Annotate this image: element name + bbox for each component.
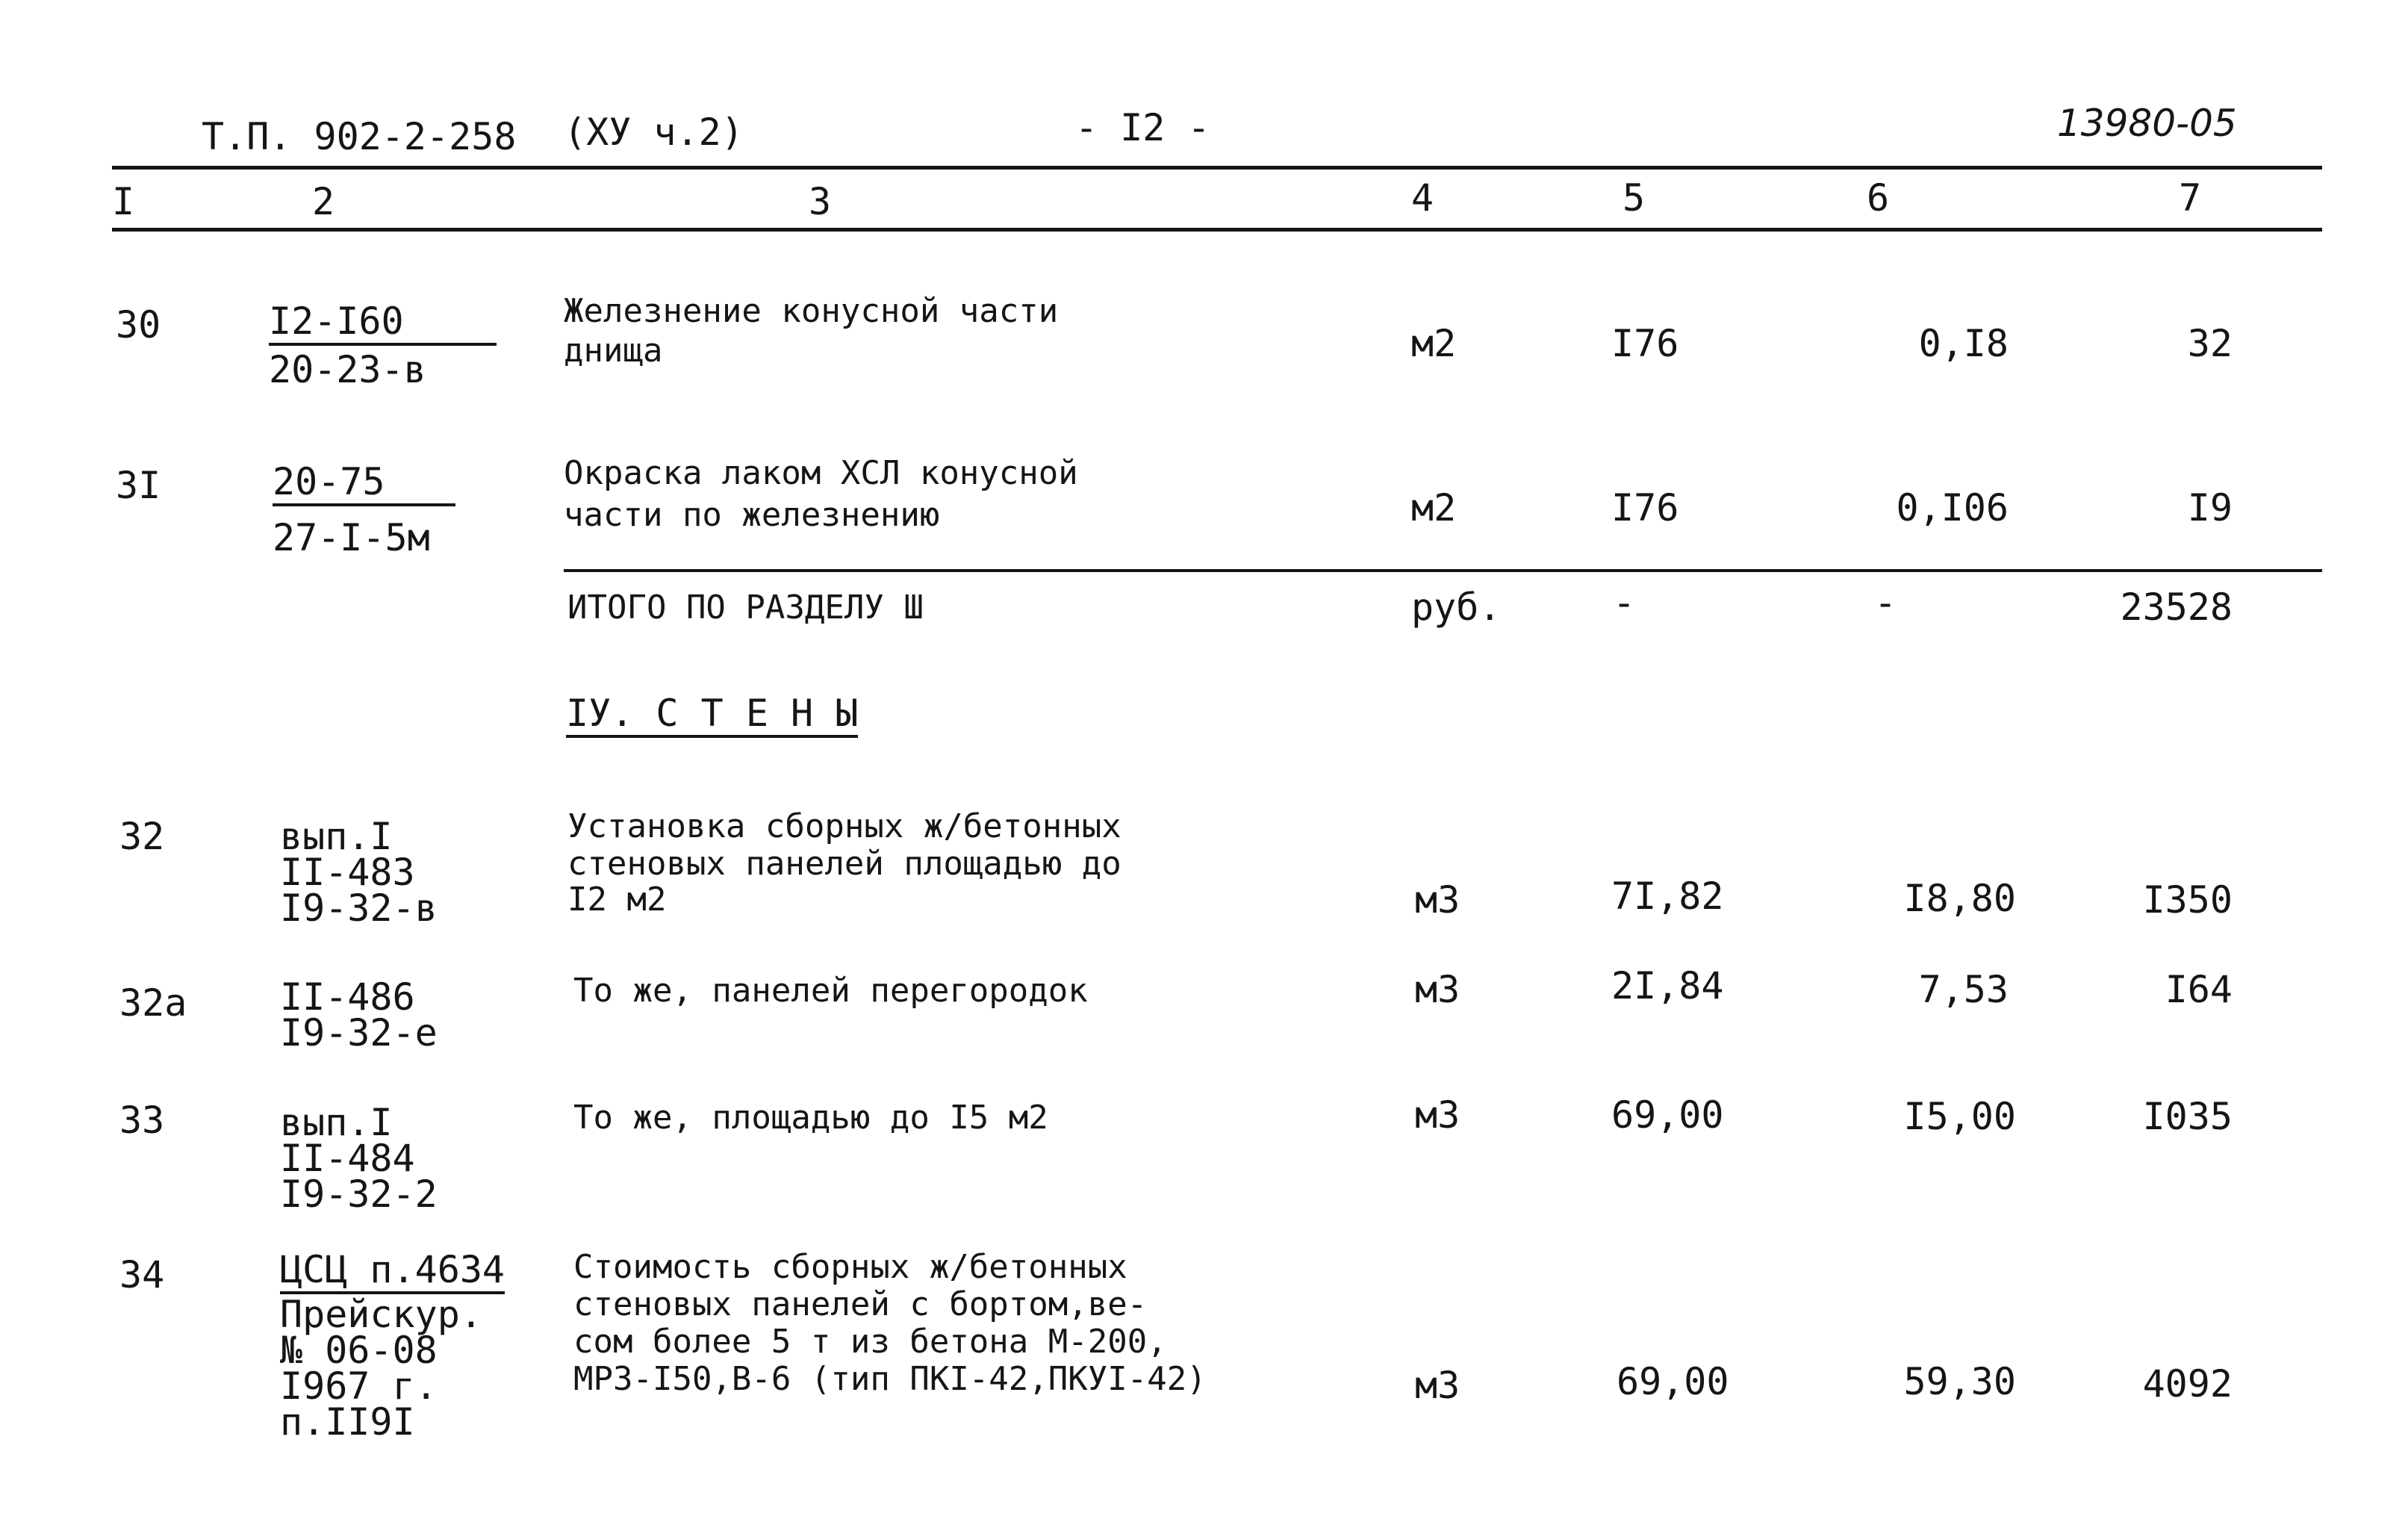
reference-line: II-483 (280, 851, 415, 894)
total: I64 (2165, 968, 2233, 1011)
description-line: части по железнению (564, 496, 940, 534)
description-line: сом более 5 т из бетона М-200, (573, 1323, 1167, 1361)
total: I9 (2187, 486, 2233, 530)
reference-line: II-484 (280, 1137, 415, 1180)
col-2-header: 2 (312, 180, 335, 223)
subtotal-price: - (1874, 581, 1897, 624)
description-line: МРЗ-I50,В-6 (тип ПКI-42,ПКУI-42) (573, 1360, 1207, 1398)
total: I350 (2142, 878, 2233, 922)
reference-line: № 06-08 (280, 1329, 438, 1372)
row-number: 34 (119, 1253, 165, 1297)
description-line: Окраска лаком ХСЛ конусной (564, 454, 1078, 492)
reference-line: I9-32-в (280, 886, 438, 930)
price-reference: 20-23-в (269, 348, 426, 391)
col-4-header: 4 (1411, 176, 1434, 220)
unit: м3 (1415, 878, 1460, 922)
reference-line: I9-32-2 (280, 1173, 438, 1216)
unit-price: 0,I8 (1918, 322, 2009, 365)
unit: м3 (1415, 968, 1460, 1011)
unit-price: 59,30 (1903, 1360, 2016, 1403)
unit: м3 (1415, 1093, 1460, 1137)
unit: м2 (1411, 486, 1457, 530)
section-title: IУ. С Т Е Н Ы (566, 695, 858, 738)
description-line: Стоимость сборных ж/бетонных (573, 1248, 1127, 1286)
row-number: 33 (119, 1099, 165, 1142)
subtotal-label: ИТОГО ПО РАЗДЕЛУ Ш (567, 589, 924, 627)
row-number: 32а (119, 981, 187, 1025)
col-6-header: 6 (1867, 176, 1890, 220)
page-number: - I2 - (1075, 106, 1210, 149)
header-rule-bottom (112, 228, 2322, 232)
reference-line: II-486 (280, 975, 415, 1019)
doc-reference: Т.П. 902-2-258 (202, 115, 517, 158)
unit-price: I8,80 (1903, 877, 2016, 920)
row-number: 32 (119, 815, 165, 858)
description-line: стеновых панелей площадью до (567, 845, 1121, 883)
quantity: 69,00 (1611, 1093, 1724, 1137)
norm-reference: 20-75 (273, 463, 455, 506)
total: 4092 (2142, 1362, 2233, 1406)
reference-line: вып.I (280, 815, 393, 858)
subtotal-qty: - (1613, 581, 1636, 624)
description-line: I2 м2 (567, 881, 667, 919)
unit-price: 0,I06 (1896, 486, 2009, 530)
total: 32 (2187, 322, 2233, 365)
row-number: 30 (116, 303, 161, 347)
reference-line: Прейскур. (280, 1293, 482, 1336)
description-line: стеновых панелей с бортом,ве- (573, 1285, 1148, 1323)
description-line: Установка сборных ж/бетонных (567, 807, 1121, 845)
reference-line: ЦСЦ п.4634 (280, 1251, 505, 1294)
total: I035 (2142, 1095, 2233, 1138)
unit-price: 7,53 (1918, 968, 2009, 1011)
unit: м3 (1415, 1364, 1460, 1407)
unit: м2 (1411, 322, 1457, 365)
col-1-header: I (112, 180, 135, 223)
quantity: I76 (1611, 322, 1679, 365)
sheet-number: 13980-05 (2057, 102, 2237, 145)
reference-line: вып.I (280, 1101, 393, 1144)
quantity: I76 (1611, 486, 1679, 530)
col-7-header: 7 (2179, 176, 2202, 220)
header-rule-top (112, 166, 2322, 170)
reference-line: п.II9I (280, 1400, 415, 1444)
description-line: То же, площадью до I5 м2 (573, 1099, 1048, 1137)
price-reference: 27-I-5м (273, 516, 430, 559)
quantity: 69,00 (1617, 1360, 1729, 1403)
subtotal-unit: руб. (1411, 586, 1502, 629)
reference-line: I967 г. (280, 1364, 438, 1408)
col-3-header: 3 (809, 180, 832, 223)
row-number: 3I (116, 464, 161, 507)
reference-line: I9-32-е (280, 1011, 438, 1055)
subtotal-rule (564, 569, 2322, 572)
col-5-header: 5 (1623, 176, 1646, 220)
subtotal-total: 23528 (2120, 586, 2233, 629)
quantity: 2I,84 (1611, 964, 1724, 1007)
description-line: днища (564, 332, 663, 370)
norm-reference: I2-I60 (269, 302, 497, 346)
quantity: 7I,82 (1611, 875, 1724, 918)
description-line: То же, панелей перегородок (573, 972, 1088, 1010)
unit-price: I5,00 (1903, 1095, 2016, 1138)
doc-part: (ХУ ч.2) (564, 111, 744, 154)
description-line: Железнение конусной части (564, 292, 1059, 330)
